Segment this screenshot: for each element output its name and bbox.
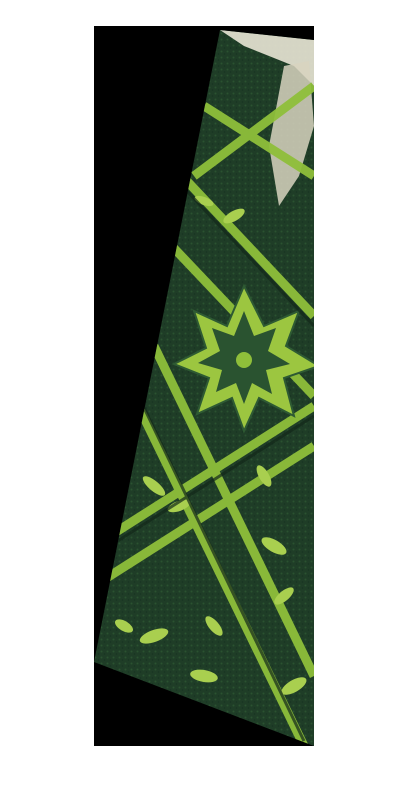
maze-photo-content bbox=[94, 26, 314, 746]
black-background-frame bbox=[94, 26, 314, 746]
maze-photo bbox=[94, 26, 314, 746]
